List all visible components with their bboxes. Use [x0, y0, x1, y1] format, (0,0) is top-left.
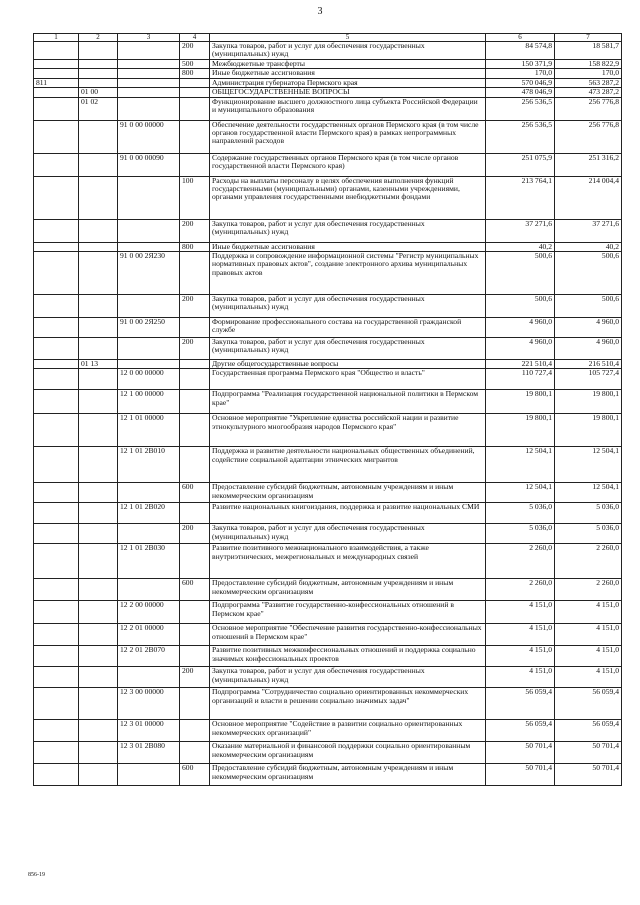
table-row: [34, 503, 622, 524]
item-name: Основное мероприятие "Обеспечение развития государственно-конфессиональных отношений в Пермском крае": [210, 624, 486, 646]
section-code: [79, 369, 118, 390]
chapter-code: [34, 764, 79, 786]
target-article-code: 91 0 00 00090: [118, 153, 180, 176]
table-row: [34, 360, 622, 369]
table-row: [34, 646, 622, 667]
expense-type-code: [180, 88, 210, 97]
table-row: [34, 624, 622, 646]
amount-year-1: 150 371,9: [486, 60, 555, 69]
table-row: [34, 414, 622, 447]
section-code: 01 13: [79, 360, 118, 369]
item-name: Закупка товаров, работ и услуг для обеспечения государственных (муниципальных) нужд: [210, 524, 486, 544]
amount-year-2: 473 287,2: [555, 88, 622, 97]
chapter-code: [34, 60, 79, 69]
amount-year-2: 158 822,9: [555, 60, 622, 69]
item-name: Закупка товаров, работ и услуг для обеспечения государственных (муниципальных) нужд: [210, 219, 486, 242]
chapter-code: [34, 579, 79, 601]
chapter-code: [34, 414, 79, 447]
item-name: Другие общегосударственные вопросы: [210, 360, 486, 369]
amount-year-2: 50 701,4: [555, 764, 622, 786]
table-body: [34, 42, 622, 786]
amount-year-1: 12 504,1: [486, 447, 555, 483]
amount-year-1: 2 260,0: [486, 544, 555, 579]
column-header: 7: [555, 34, 622, 42]
expense-type-code: 200: [180, 338, 210, 360]
target-article-code: 12 3 00 00000: [118, 688, 180, 720]
expense-type-code: 200: [180, 524, 210, 544]
chapter-code: [34, 688, 79, 720]
amount-year-1: 570 046,9: [486, 78, 555, 87]
target-article-code: [118, 295, 180, 318]
amount-year-2: 4 151,0: [555, 624, 622, 646]
item-name: Развитие национальных книгоиздания, поддержка и развитие национальных СМИ: [210, 503, 486, 524]
table-row: [34, 544, 622, 579]
target-article-code: [118, 360, 180, 369]
item-name: Оказание материальной и финансовой поддержки социально ориентированным некоммерческим организациям: [210, 742, 486, 764]
item-name: Подпрограмма "Сотрудничество социально ориентированных некоммерческих организаций и власти в решении социально значимых задач": [210, 688, 486, 720]
amount-year-1: 4 151,0: [486, 601, 555, 624]
section-code: [79, 483, 118, 503]
expense-type-code: [180, 503, 210, 524]
section-code: 01 00: [79, 88, 118, 97]
amount-year-1: 170,0: [486, 69, 555, 78]
expense-type-code: 600: [180, 483, 210, 503]
table-row: [34, 69, 622, 78]
expense-type-code: [180, 646, 210, 667]
expense-type-code: [180, 369, 210, 390]
amount-year-2: 19 800,1: [555, 390, 622, 414]
expense-type-code: [180, 720, 210, 742]
target-article-code: [118, 219, 180, 242]
amount-year-1: 2 260,0: [486, 579, 555, 601]
section-code: [79, 219, 118, 242]
table-row: [34, 720, 622, 742]
expense-type-code: [180, 601, 210, 624]
amount-year-1: 4 960,0: [486, 318, 555, 338]
amount-year-2: 4 151,0: [555, 601, 622, 624]
chapter-code: [34, 69, 79, 78]
amount-year-1: 251 075,9: [486, 153, 555, 176]
section-code: [79, 60, 118, 69]
table-row: [34, 88, 622, 97]
amount-year-1: 256 536,5: [486, 97, 555, 120]
item-name: Функционирование высшего должностного лица субъекта Российской Федерации и муниципального образования: [210, 97, 486, 120]
table-row: [34, 318, 622, 338]
item-name: Иные бюджетные ассигнования: [210, 242, 486, 251]
section-code: [79, 720, 118, 742]
table-row: [34, 447, 622, 483]
chapter-code: [34, 742, 79, 764]
item-name: Обеспечение деятельности государственных органов Пермского края (в том числе органов государственной власти Пермского края) в рамках непрограммных направлений расходов: [210, 120, 486, 153]
target-article-code: 12 1 01 2В030: [118, 544, 180, 579]
chapter-code: 811: [34, 78, 79, 87]
expense-type-code: [180, 252, 210, 295]
table-row: [34, 524, 622, 544]
expense-type-code: [180, 544, 210, 579]
item-name: Государственная программа Пермского края "Общество и власть": [210, 369, 486, 390]
chapter-code: [34, 601, 79, 624]
target-article-code: [118, 483, 180, 503]
expense-type-code: 200: [180, 219, 210, 242]
amount-year-1: 50 701,4: [486, 742, 555, 764]
target-article-code: [118, 88, 180, 97]
amount-year-1: 84 574,8: [486, 42, 555, 60]
item-name: Закупка товаров, работ и услуг для обеспечения государственных (муниципальных) нужд: [210, 295, 486, 318]
table-row: [34, 176, 622, 219]
expense-type-code: [180, 414, 210, 447]
amount-year-2: 56 059,4: [555, 688, 622, 720]
table-row: [34, 742, 622, 764]
amount-year-2: 216 510,4: [555, 360, 622, 369]
expense-type-code: 500: [180, 60, 210, 69]
amount-year-2: 4 960,0: [555, 318, 622, 338]
amount-year-2: 170,0: [555, 69, 622, 78]
amount-year-2: 40,2: [555, 242, 622, 251]
section-code: [79, 414, 118, 447]
section-code: [79, 764, 118, 786]
section-code: 01 02: [79, 97, 118, 120]
amount-year-2: 563 287,2: [555, 78, 622, 87]
chapter-code: [34, 646, 79, 667]
item-name: Закупка товаров, работ и услуг для обеспечения государственных (муниципальных) нужд: [210, 42, 486, 60]
target-article-code: [118, 338, 180, 360]
target-article-code: 12 1 00 00000: [118, 390, 180, 414]
chapter-code: [34, 120, 79, 153]
section-code: [79, 601, 118, 624]
section-code: [79, 338, 118, 360]
target-article-code: [118, 176, 180, 219]
amount-year-1: 110 727,4: [486, 369, 555, 390]
chapter-code: [34, 252, 79, 295]
expense-type-code: [180, 390, 210, 414]
expense-type-code: 200: [180, 667, 210, 688]
table-row: [34, 97, 622, 120]
section-code: [79, 524, 118, 544]
chapter-code: [34, 338, 79, 360]
amount-year-1: 500,6: [486, 252, 555, 295]
target-article-code: [118, 97, 180, 120]
amount-year-1: 213 764,1: [486, 176, 555, 219]
target-article-code: 12 1 01 2В010: [118, 447, 180, 483]
target-article-code: [118, 242, 180, 251]
item-name: Закупка товаров, работ и услуг для обеспечения государственных (муниципальных) нужд: [210, 667, 486, 688]
section-code: [79, 295, 118, 318]
table-row: [34, 338, 622, 360]
section-code: [79, 176, 118, 219]
chapter-code: [34, 242, 79, 251]
expense-type-code: 600: [180, 764, 210, 786]
section-code: [79, 153, 118, 176]
amount-year-2: 4 151,0: [555, 646, 622, 667]
chapter-code: [34, 369, 79, 390]
item-name: Основное мероприятие "Содействие в развитии социально ориентированных некоммерческих организаций": [210, 720, 486, 742]
amount-year-2: 37 271,6: [555, 219, 622, 242]
amount-year-1: 50 701,4: [486, 764, 555, 786]
amount-year-1: 5 036,0: [486, 524, 555, 544]
chapter-code: [34, 447, 79, 483]
amount-year-1: 4 151,0: [486, 667, 555, 688]
target-article-code: 12 2 01 2В070: [118, 646, 180, 667]
section-code: [79, 242, 118, 251]
amount-year-1: 56 059,4: [486, 720, 555, 742]
amount-year-2: 256 776,8: [555, 97, 622, 120]
table-row: [34, 764, 622, 786]
item-name: Развитие позитивных межконфессиональных отношений и поддержка социально значимых конфессиональных проектов: [210, 646, 486, 667]
target-article-code: 12 3 01 00000: [118, 720, 180, 742]
table-row: [34, 579, 622, 601]
table-row: [34, 483, 622, 503]
chapter-code: [34, 88, 79, 97]
chapter-code: [34, 318, 79, 338]
expense-type-code: [180, 447, 210, 483]
amount-year-1: 12 504,1: [486, 483, 555, 503]
target-article-code: [118, 667, 180, 688]
item-name: Подпрограмма "Реализация государственной национальной политики в Пермском крае": [210, 390, 486, 414]
expense-type-code: [180, 153, 210, 176]
section-code: [79, 390, 118, 414]
table-row: [34, 252, 622, 295]
chapter-code: [34, 390, 79, 414]
amount-year-2: 56 059,4: [555, 720, 622, 742]
amount-year-2: 500,6: [555, 252, 622, 295]
target-article-code: [118, 524, 180, 544]
section-code: [79, 318, 118, 338]
item-name: Содержание государственных органов Пермского края (в том числе органов государственной власти Пермского края): [210, 153, 486, 176]
table-row: [34, 120, 622, 153]
column-header: 6: [486, 34, 555, 42]
amount-year-1: 478 046,9: [486, 88, 555, 97]
target-article-code: [118, 579, 180, 601]
item-name: Закупка товаров, работ и услуг для обеспечения государственных (муниципальных) нужд: [210, 338, 486, 360]
target-article-code: 12 3 01 2В080: [118, 742, 180, 764]
item-name: Основное мероприятие "Укрепление единства российской нации и развитие этнокультурного многообразия народов Пермского края": [210, 414, 486, 447]
chapter-code: [34, 720, 79, 742]
item-name: Расходы на выплаты персоналу в целях обеспечения выполнения функций государственными (муниципальными) органами, казенными учреждениями, органами управления государственными внебюджетными фондами: [210, 176, 486, 219]
expense-type-code: 100: [180, 176, 210, 219]
amount-year-2: 105 727,4: [555, 369, 622, 390]
chapter-code: [34, 483, 79, 503]
item-name: Поддержка и сопровождение информационной системы "Регистр муниципальных нормативных правовых актов", создание электронного архива муниципальных правовых актов: [210, 252, 486, 295]
chapter-code: [34, 503, 79, 524]
item-name: Предоставление субсидий бюджетным, автономным учреждениям и иным некоммерческим организациям: [210, 764, 486, 786]
target-article-code: [118, 60, 180, 69]
target-article-code: 91 0 00 2Я250: [118, 318, 180, 338]
table-row: [34, 601, 622, 624]
section-code: [79, 120, 118, 153]
target-article-code: 12 2 01 00000: [118, 624, 180, 646]
section-code: [79, 503, 118, 524]
target-article-code: 91 0 00 00000: [118, 120, 180, 153]
expense-type-code: 200: [180, 42, 210, 60]
item-name: Предоставление субсидий бюджетным, автономным учреждениям и иным некоммерческим организациям: [210, 483, 486, 503]
chapter-code: [34, 524, 79, 544]
item-name: Межбюджетные трансферты: [210, 60, 486, 69]
item-name: ОБЩЕГОСУДАРСТВЕННЫЕ ВОПРОСЫ: [210, 88, 486, 97]
amount-year-1: 19 800,1: [486, 390, 555, 414]
amount-year-1: 4 960,0: [486, 338, 555, 360]
amount-year-1: 4 151,0: [486, 624, 555, 646]
table-row: [34, 667, 622, 688]
item-name: Администрация губернатора Пермского края: [210, 78, 486, 87]
amount-year-2: 18 581,7: [555, 42, 622, 60]
section-code: [79, 447, 118, 483]
amount-year-2: 19 800,1: [555, 414, 622, 447]
table-row: [34, 60, 622, 69]
amount-year-2: 2 260,0: [555, 544, 622, 579]
amount-year-2: 5 036,0: [555, 524, 622, 544]
target-article-code: 12 2 00 00000: [118, 601, 180, 624]
column-header: 4: [180, 34, 210, 42]
column-header: 5: [210, 34, 486, 42]
page-number: 3: [317, 6, 323, 17]
amount-year-2: 4 960,0: [555, 338, 622, 360]
table-row: [34, 219, 622, 242]
section-code: [79, 78, 118, 87]
amount-year-2: 50 701,4: [555, 742, 622, 764]
item-name: Иные бюджетные ассигнования: [210, 69, 486, 78]
amount-year-2: 2 260,0: [555, 579, 622, 601]
expense-type-code: 600: [180, 579, 210, 601]
expense-type-code: [180, 97, 210, 120]
column-header: 2: [79, 34, 118, 42]
section-code: [79, 579, 118, 601]
amount-year-1: 221 510,4: [486, 360, 555, 369]
item-name: Формирование профессионального состава на государственной гражданской службе: [210, 318, 486, 338]
table-row: [34, 369, 622, 390]
amount-year-2: 12 504,1: [555, 447, 622, 483]
expense-type-code: 200: [180, 295, 210, 318]
chapter-code: [34, 97, 79, 120]
target-article-code: 91 0 00 2Я230: [118, 252, 180, 295]
item-name: Развитие позитивного межнационального взаимодействия, а также внутриэтнических, межрегиональных и международных связей: [210, 544, 486, 579]
target-article-code: 12 0 00 00000: [118, 369, 180, 390]
table-row: [34, 78, 622, 87]
section-code: [79, 667, 118, 688]
amount-year-2: 214 004,4: [555, 176, 622, 219]
item-name: Поддержка и развитие деятельности национальных общественных объединений, содействие социальной адаптации этнических мигрантов: [210, 447, 486, 483]
item-name: Подпрограмма "Развитие государственно-конфессиональных отношений в Пермском крае": [210, 601, 486, 624]
amount-year-1: 40,2: [486, 242, 555, 251]
amount-year-1: 500,6: [486, 295, 555, 318]
table-row: [34, 153, 622, 176]
column-number-row: [34, 34, 622, 42]
section-code: [79, 688, 118, 720]
chapter-code: [34, 544, 79, 579]
target-article-code: [118, 764, 180, 786]
expense-type-code: [180, 78, 210, 87]
section-code: [79, 69, 118, 78]
amount-year-2: 4 151,0: [555, 667, 622, 688]
amount-year-2: 256 776,8: [555, 120, 622, 153]
chapter-code: [34, 219, 79, 242]
chapter-code: [34, 42, 79, 60]
section-code: [79, 646, 118, 667]
budget-table: [33, 33, 622, 786]
table-row: [34, 390, 622, 414]
footer-code: 856-19: [28, 872, 45, 878]
amount-year-1: 56 059,4: [486, 688, 555, 720]
expense-type-code: 800: [180, 69, 210, 78]
expense-type-code: 800: [180, 242, 210, 251]
chapter-code: [34, 624, 79, 646]
chapter-code: [34, 153, 79, 176]
chapter-code: [34, 667, 79, 688]
target-article-code: [118, 78, 180, 87]
section-code: [79, 544, 118, 579]
expense-type-code: [180, 742, 210, 764]
expense-type-code: [180, 360, 210, 369]
expense-type-code: [180, 318, 210, 338]
item-name: Предоставление субсидий бюджетным, автономным учреждениям и иным некоммерческим организациям: [210, 579, 486, 601]
table-row: [34, 295, 622, 318]
amount-year-2: 5 036,0: [555, 503, 622, 524]
amount-year-1: 5 036,0: [486, 503, 555, 524]
amount-year-1: 37 271,6: [486, 219, 555, 242]
chapter-code: [34, 295, 79, 318]
section-code: [79, 624, 118, 646]
amount-year-1: 19 800,1: [486, 414, 555, 447]
column-header: 1: [34, 34, 79, 42]
expense-type-code: [180, 120, 210, 153]
target-article-code: 12 1 01 00000: [118, 414, 180, 447]
amount-year-2: 12 504,1: [555, 483, 622, 503]
amount-year-1: 256 536,5: [486, 120, 555, 153]
amount-year-1: 4 151,0: [486, 646, 555, 667]
column-header: 3: [118, 34, 180, 42]
section-code: [79, 42, 118, 60]
table-row: [34, 42, 622, 60]
expense-type-code: [180, 624, 210, 646]
chapter-code: [34, 176, 79, 219]
table-row: [34, 688, 622, 720]
chapter-code: [34, 360, 79, 369]
amount-year-2: 500,6: [555, 295, 622, 318]
section-code: [79, 742, 118, 764]
target-article-code: 12 1 01 2В020: [118, 503, 180, 524]
section-code: [79, 252, 118, 295]
target-article-code: [118, 69, 180, 78]
target-article-code: [118, 42, 180, 60]
amount-year-2: 251 316,2: [555, 153, 622, 176]
table-row: [34, 242, 622, 251]
expense-type-code: [180, 688, 210, 720]
